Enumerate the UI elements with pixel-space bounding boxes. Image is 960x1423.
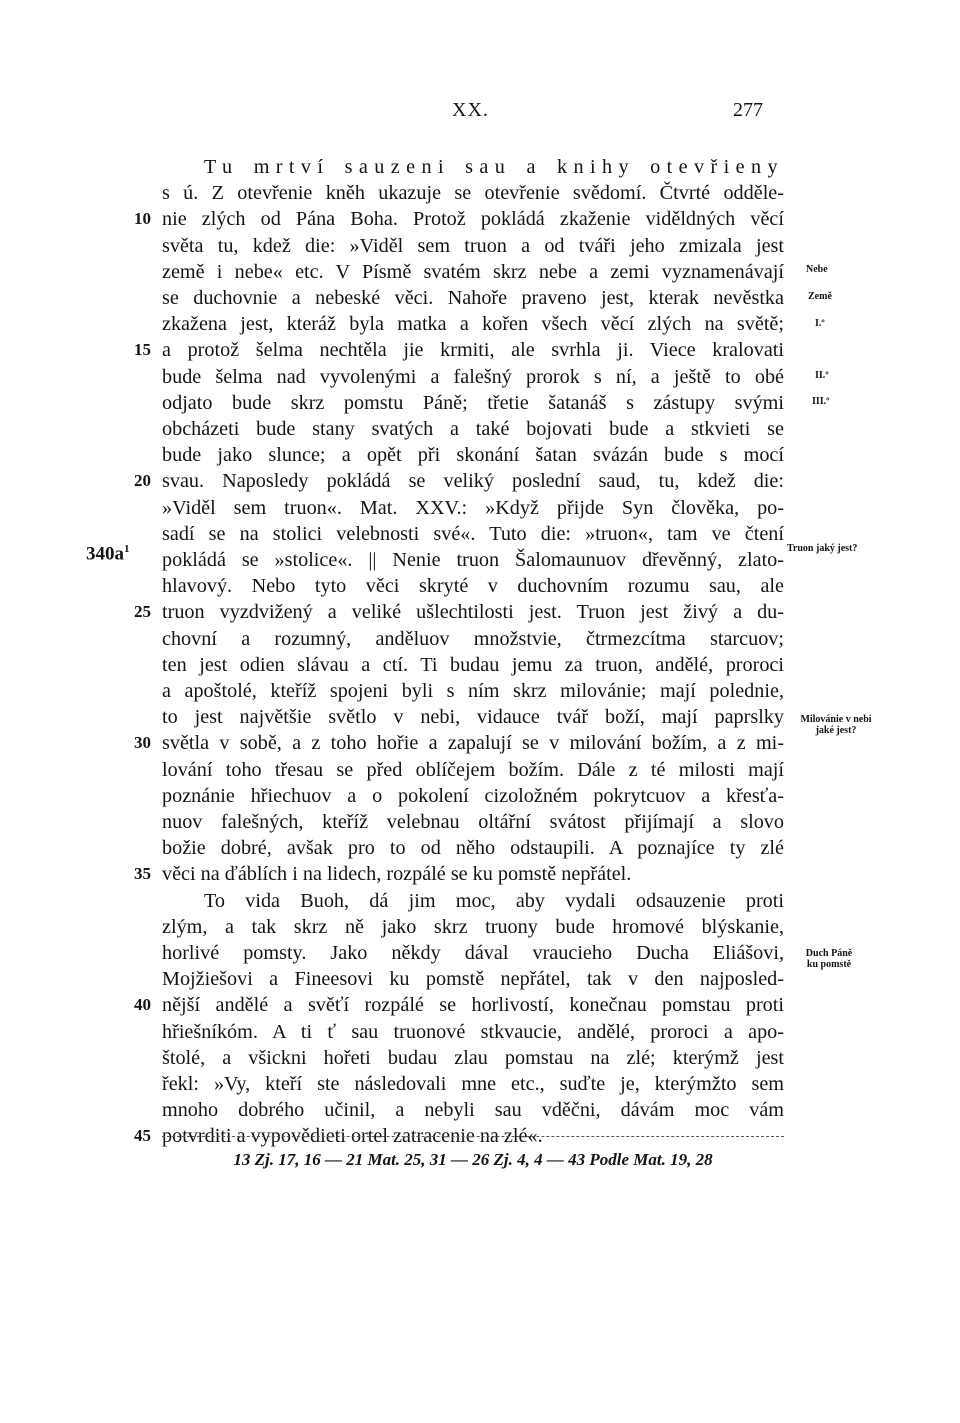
margin-note-truon: Truon jaký jest? [787, 543, 858, 554]
margin-note-third: III.º [812, 396, 830, 407]
line-number: 25 [134, 602, 151, 622]
folio-mark [86, 536, 130, 567]
text-line: světla v sobě, a z toho hořie a zapalují se v milování božím, a z mi- [162, 732, 784, 755]
text-line: a apoštolé, kteříž spojeni byli s ním skrz milovánie; mají polednie, [162, 680, 784, 702]
text-line: »Viděl sem truon«. Mat. XXV.: »Když přijde Syn člověka, po- [162, 496, 784, 519]
text-line: světa tu, kdež die: »Viděl sem truon a od tváři jeho zmizala jest [162, 234, 784, 257]
margin-note-duch-line2: ku pomstě [806, 959, 852, 970]
page-number: 277 [733, 99, 763, 121]
footnote-rule [162, 1136, 784, 1137]
margin-note-zeme: Země [808, 291, 832, 302]
text-line: horlivé pomsty. Jako někdy dával vraucieho Ducha Eliášovi, [162, 942, 784, 964]
text-line: země i nebe« etc. V Písmě svatém skrz nebe a zemi vyznamenávají [162, 260, 784, 283]
line-number: 35 [134, 864, 151, 884]
text-line: nuov falešných, kteříž velebnau oltářní svátost přijímají a slovo [162, 811, 784, 833]
text-line: truon vyzdvižený a veliké ušlechtilosti jest. Truon jest živý a du- [162, 601, 784, 624]
folio-superscript: 1 [124, 543, 130, 555]
margin-note-milovanie-line2: jaké jest? [815, 725, 857, 736]
text-line: s ú. Z otevřenie kněh ukazuje se otevřenie svědomí. Čtvrté odděle- [162, 182, 784, 205]
folio-number: 340a [86, 543, 124, 565]
line-number: 30 [134, 733, 151, 753]
text-line: poznánie hřiechuov a o pokolení cizoložném pokrytcuov a křesťa- [162, 784, 784, 807]
line-number: 15 [134, 340, 151, 360]
text-line: a protož šelma nechtěla jie krmiti, ale svrhla ji. Viece kralovati [162, 339, 784, 362]
running-head: XX. [452, 99, 489, 121]
text-line: řekl: »Vy, kteří ste následovali mne etc., suďte je, kterýmžto sem [162, 1073, 784, 1095]
line-number: 45 [134, 1126, 151, 1146]
text-line: lování toho třesau se před oblíčejem božím. Dále z té milosti mají [162, 758, 784, 781]
margin-note-duch-line1: Duch Páně [805, 948, 853, 959]
text-line: To vida Buoh, dá jim moc, aby vydali odsauzenie proti [204, 889, 784, 912]
text-line: ten jest odien slávau a ctí. Ti budau jemu za truon, andělé, proroci [162, 653, 784, 676]
margin-note-nebe: Nebe [806, 264, 828, 275]
text-line: Tu mrtví sauzeni sau a knihy otevřieny [204, 156, 784, 178]
margin-note-duch [798, 948, 860, 970]
text-line: nie zlých od Pána Boha. Protož pokládá zkaženie viděldných věcí [162, 208, 784, 231]
text-line: Mojžiešovi a Fineesovi ku pomstě nepřátel, tak v den najposled- [162, 968, 784, 991]
text-line: božie dobré, avšak pro to od něho odstaupili. A poznajíce ty zlé [162, 837, 784, 860]
text-line: obcházeti bude stany svatých a také bojovati bude a stkvieti se [162, 418, 784, 440]
line-number: 10 [134, 209, 151, 229]
text-line: bude šelma nad vyvolenými a falešný prorok s ní, a ještě to obé [162, 365, 784, 388]
text-line: mnoho dobrého učinil, a nebyli sau vděčni, dávám moc vám [162, 1099, 784, 1122]
margin-note-first: I.º [815, 318, 825, 329]
text-line: svau. Naposledy pokládá se veliký poslední saud, tu, kdež die: [162, 470, 784, 493]
text-line: pokládá se »stolice«. || Nenie truon Šalomaunuov dřevěnný, zlato- [162, 549, 784, 571]
text-line: odjato bude skrz pomstu Páně; třetie šatanáš s zástupy svými [162, 391, 784, 414]
text-line: chovní a rozumný, anděluov množstvie, čtrmezcítma starcuov; [162, 627, 784, 650]
text-line: potvrditi a vypovědieti ortel zatracenie na zlé«. [162, 1125, 543, 1148]
text-line: zkažena jest, kteráž byla matka a kořen všech věcí zlých na světě; [162, 313, 784, 336]
text-line: nější andělé a svěťí rozpálé se horlivostí, konečnau pomstau proti [162, 994, 784, 1017]
line-number: 20 [134, 471, 151, 491]
text-line: hlavový. Nebo tyto věci skryté v duchovním rozumu sau, ale [162, 575, 784, 598]
text-line: to jest najvětšie světlo v nebi, vidauce tvář boží, mají paprslky [162, 706, 784, 729]
footnote: 13 Zj. 17, 16 — 21 Mat. 25, 31 — 26 Zj. 4, 4 — 43 Podle Mat. 19, 28 [233, 1150, 713, 1169]
text-line: zlým, a tak skrz ně jako skrz truony bude hromové blýskanie, [162, 915, 784, 938]
margin-note-milovanie-line1: Milovánie v nebi [800, 714, 872, 725]
text-line: bude jako slunce; a opět při skonání šatan svázán bude s mocí [162, 444, 784, 467]
text-line: hřiešníkóm. A ti ť sau truonové stkvaucie, andělé, proroci a apo- [162, 1020, 784, 1043]
margin-note-second: II.º [815, 370, 829, 381]
text-line: se duchovnie a nebeské věci. Nahoře praveno jest, kterak nevěstka [162, 287, 784, 309]
text-line: sadí se na stolici velebnosti své«. Tuto die: »truon«, tam ve čtení [162, 522, 784, 545]
text-line: věci na ďáblích i na lidech, rozpálé se ku pomstě nepřátel. [162, 863, 632, 886]
margin-note-milovanie [792, 714, 880, 736]
line-number: 40 [134, 995, 151, 1015]
text-line: štolé, a všickni hořeti budau zlau pomstau na zlé; kterýmž jest [162, 1046, 784, 1069]
